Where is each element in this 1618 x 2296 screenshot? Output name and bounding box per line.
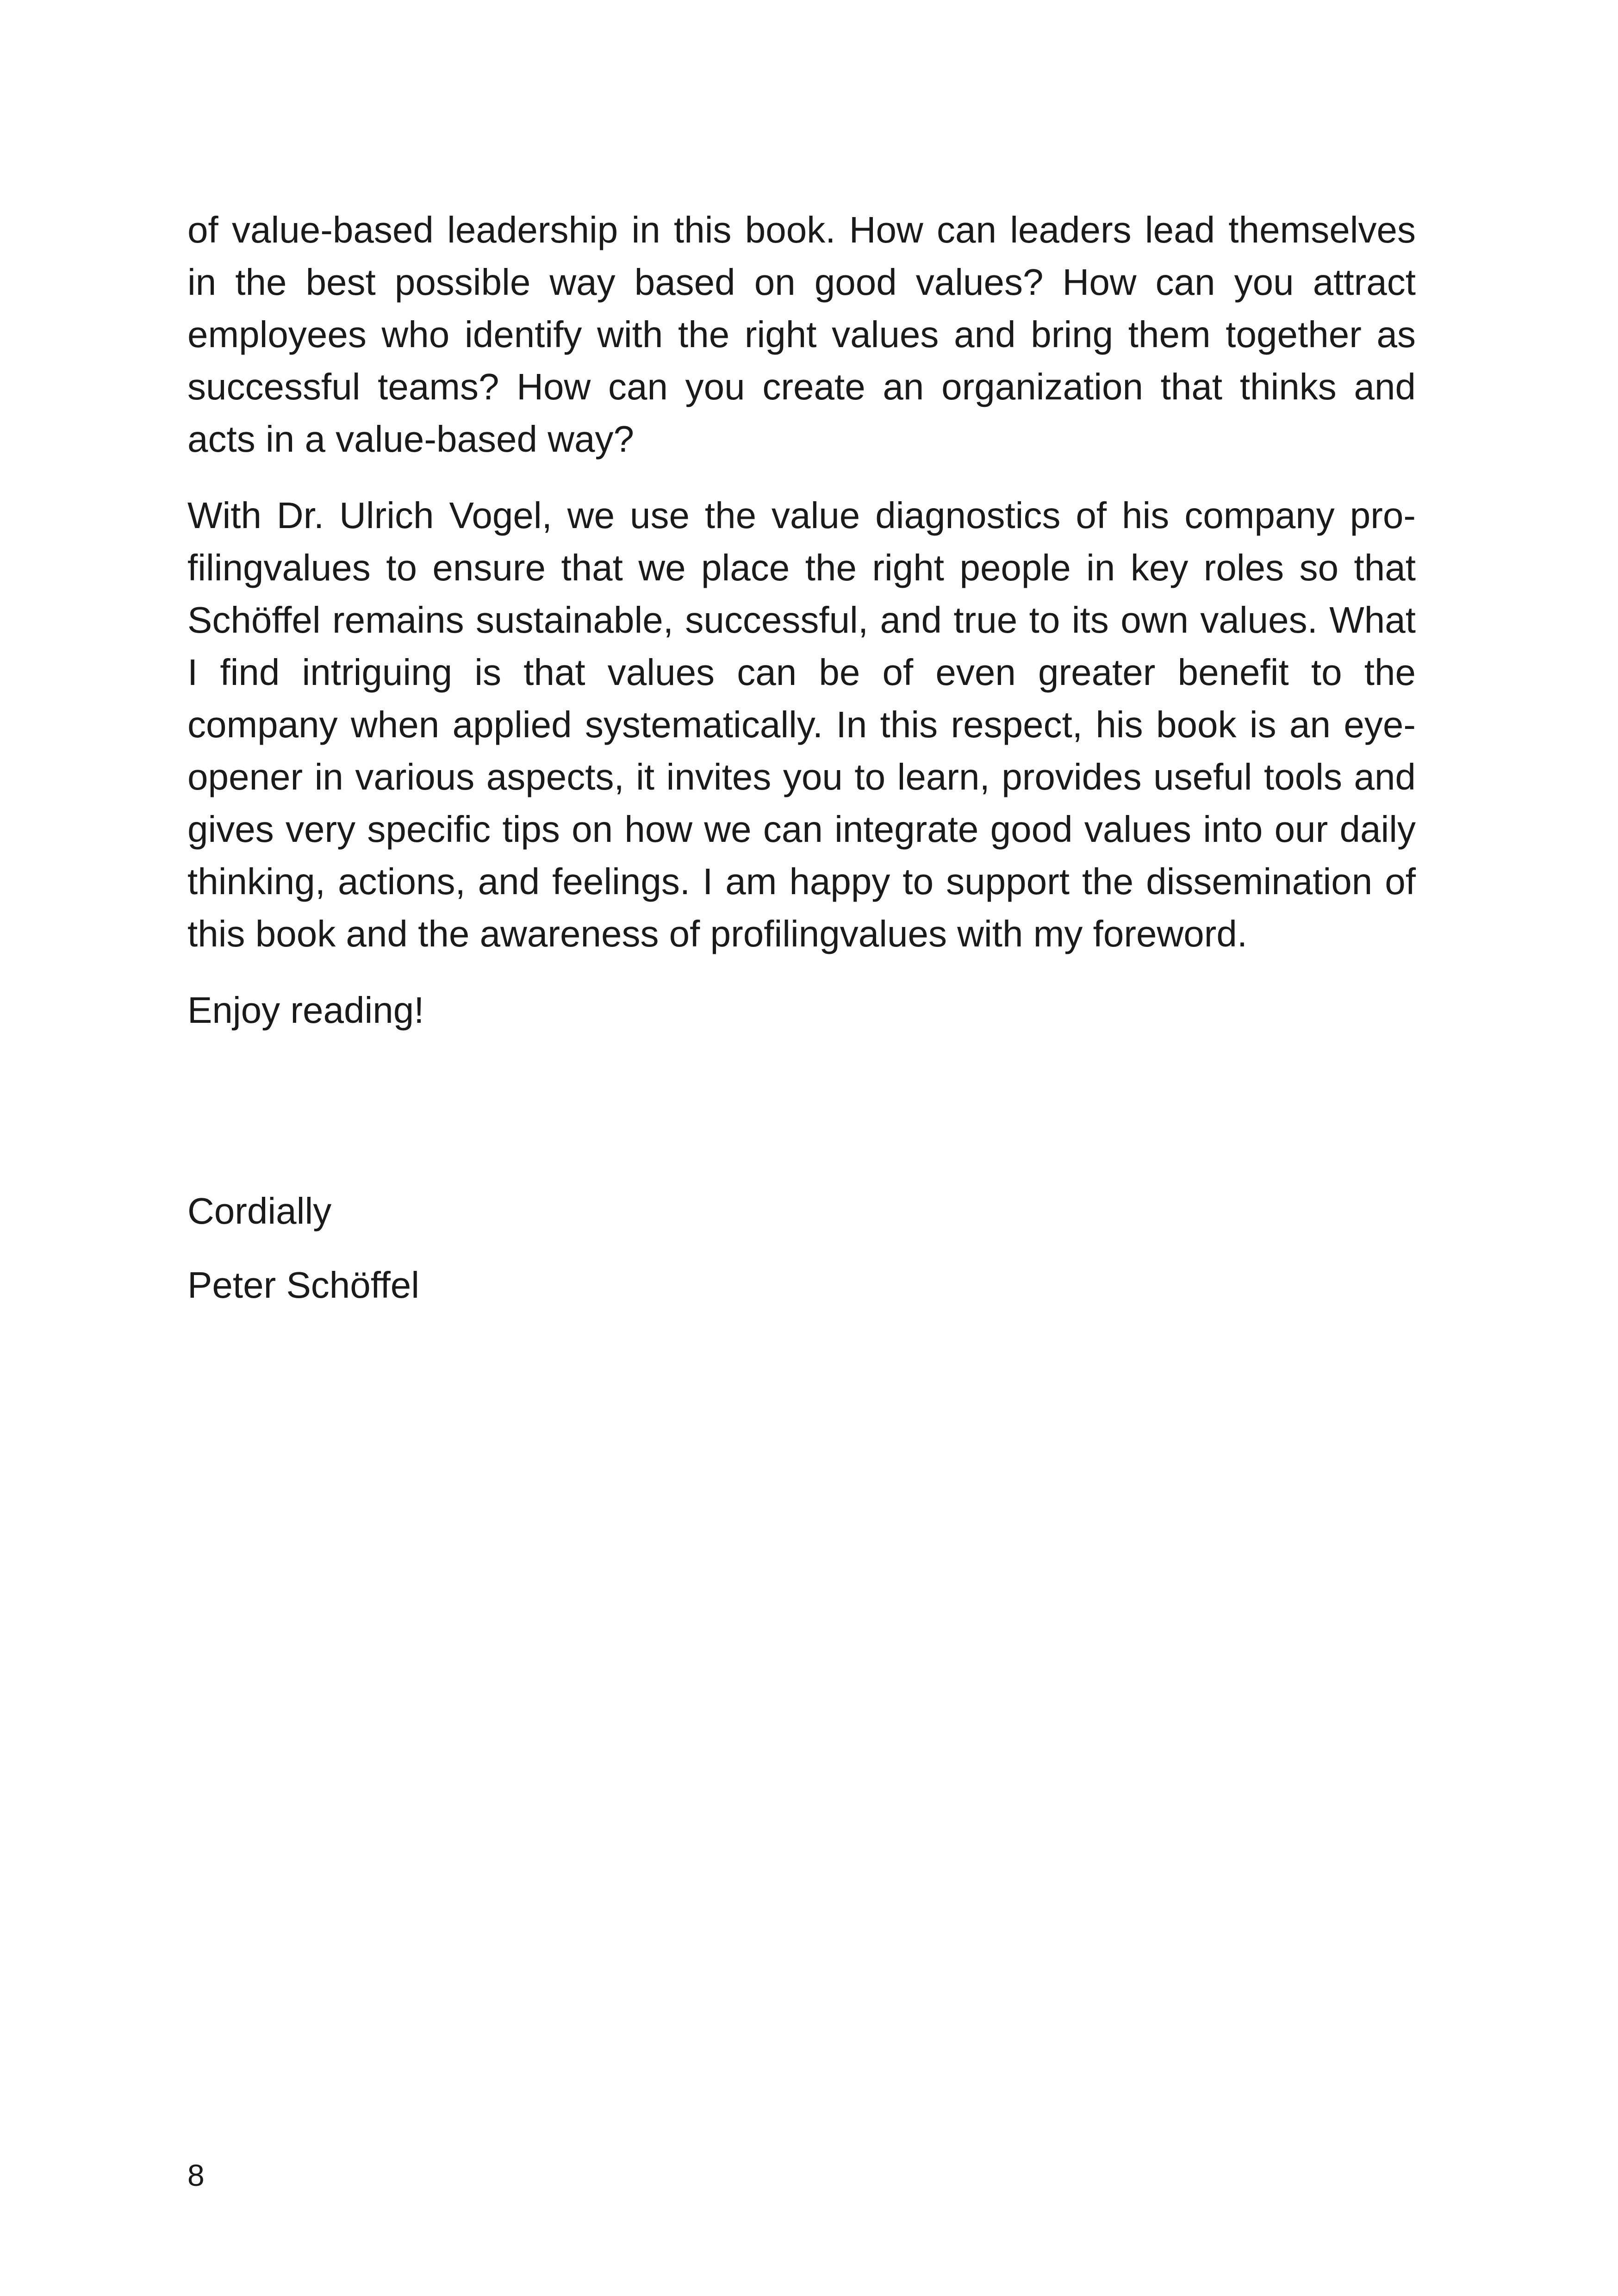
- body-text: [187, 204, 1416, 1060]
- page-number: 8: [187, 2158, 205, 2192]
- closing-line: Cordially: [187, 1190, 332, 1232]
- paragraph-1: of value-based leadership in this book. How can leaders lead themselves in the best possible way based on good values? How can you attract employees who identify with the right values and bring them together as successful teams? How can you create an organization that thinks and acts in a value-based way?: [187, 209, 1416, 460]
- signature-name: Peter Schöffel: [187, 1264, 420, 1306]
- paragraph-2: With Dr. Ulrich Vogel, we use the value diagnostics of his company profilingvalues to ensure that we place the right people in key roles so that Schöffel remains sustainable, successful, and true to its own values. What I find intriguing is that values can be of even greater benefit to the company when applied systematically. In this respect, his book is an eye-opener in various aspects, it invites you to learn, provides useful tools and gives very specific tips on how we can integrate good values into our daily thinking, actions, and feelings. I am happy to support the dissemination of this book and the awareness of profilingvalues with my foreword.: [187, 495, 1416, 954]
- greeting: Enjoy reading!: [187, 989, 424, 1031]
